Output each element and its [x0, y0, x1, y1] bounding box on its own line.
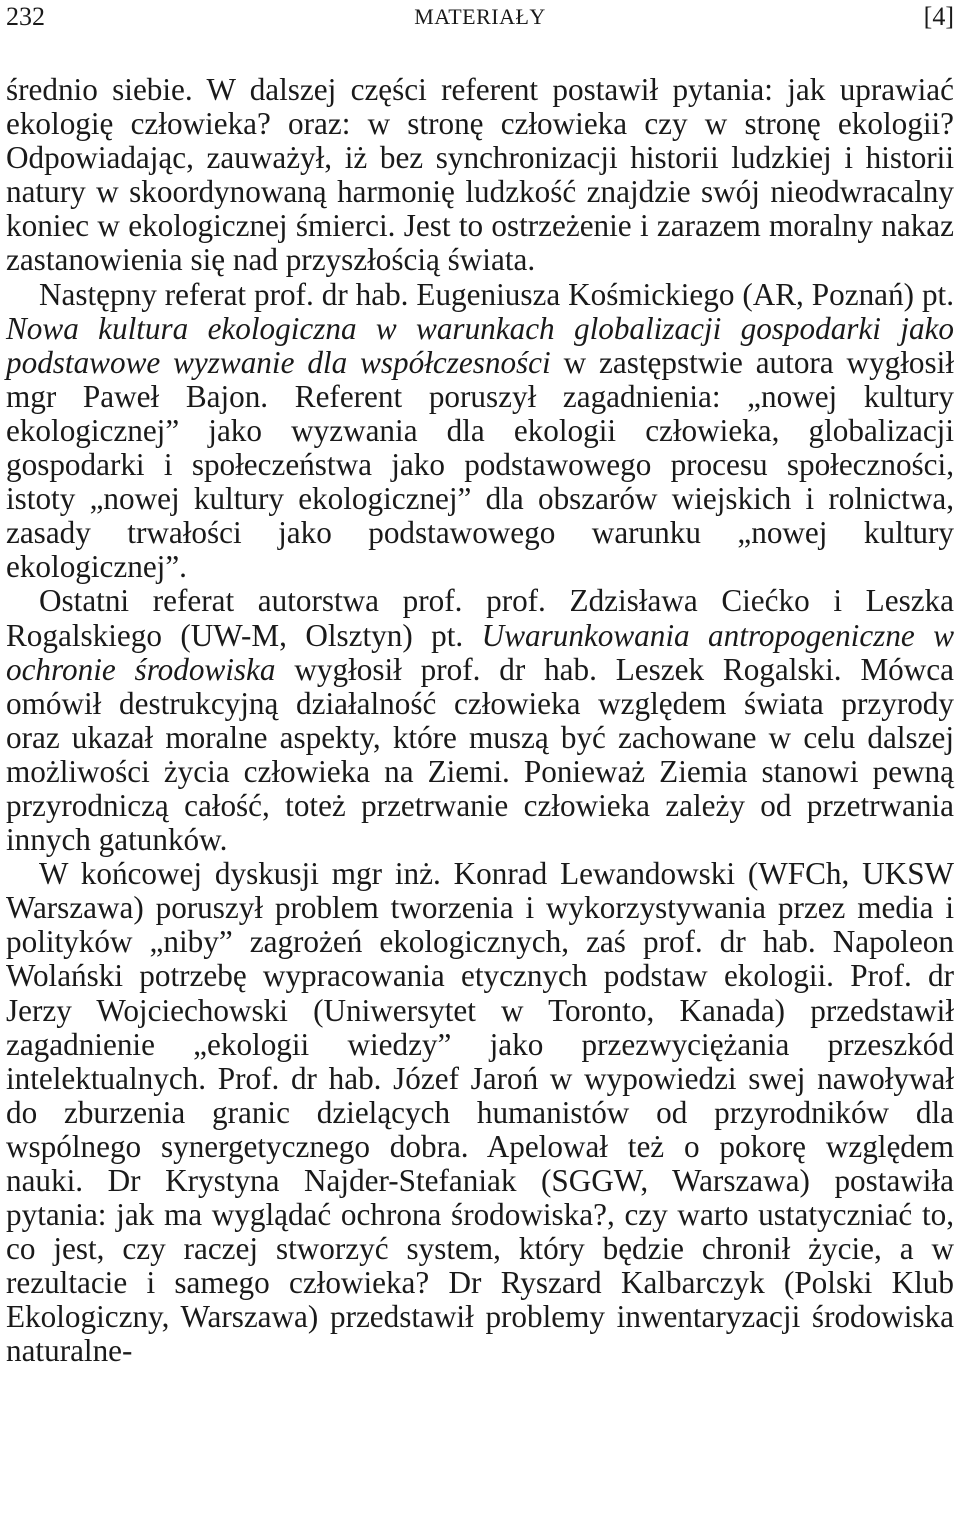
- paragraph: [6, 278, 954, 585]
- section-title: MATERIAŁY: [414, 4, 546, 29]
- issue-number: [4]: [923, 2, 954, 31]
- italic-title-text: Uwarunkowania antropogeniczne w ochronie środowiska: [6, 617, 954, 687]
- running-header: [6, 0, 954, 40]
- paragraph-text: Ostatni referat autorstwa prof. prof. Zdzisława Ciećko i Leszka Rogalskiego (UW-M, Olsztyn) pt.: [6, 583, 954, 653]
- italic-title-text: Nowa kultura ekologiczna w warunkach globalizacji gospodarki jako podstawowe wyzwanie dla współczesności: [6, 310, 954, 380]
- paragraph-text: w zastępstwie autora wygłosił mgr Paweł Bajon. Referent poruszył zagadnienia: „nowej kultury ekologicznej” jako wyzwania dla ekologii człowieka, globalizacji gospodarki i społeczeństwa jako podstawowego procesu społeczności, istoty „nowej kultury ekologicznej” dla obszarów wiejskich i rolnictwa, zasady trwałości jako podstawowego warunku „nowej kultury ekologicznej”.: [6, 344, 954, 585]
- paragraph: [6, 857, 954, 1368]
- document-page: [6, 0, 954, 1515]
- paragraph-text: Następny referat prof. dr hab. Eugeniusza Kośmickiego (AR, Poznań) pt.: [39, 276, 954, 312]
- paragraph-text: średnio siebie. W dalszej części referent postawił pytania: jak uprawiać ekologię człowieka? oraz: w stronę człowieka czy w stronę ekologii? Odpowiadając, zauważył, iż bez synchronizacji historii ludzkiej i historii natury w skoordynowaną harmonię ludzkość znajdzie swój nieodwracalny koniec w ekologicznej śmierci. Jest to ostrzeżenie i zarazem moralny nakaz zastanowienia się nad przyszłością świata.: [6, 72, 954, 278]
- paragraph: [6, 584, 954, 857]
- article-body: [6, 73, 954, 1369]
- page-number: 232: [6, 2, 45, 31]
- paragraph: [6, 73, 954, 278]
- paragraph-text: W końcowej dyskusji mgr inż. Konrad Lewandowski (WFCh, UKSW Warszawa) poruszył problem tworzenia i wykorzystywania przez media i polityków „niby” zagrożeń ekologicznych, zaś prof. dr hab. Napoleon Wolański potrzebę wypracowania etycznych podstaw ekologii. Prof. dr Jerzy Wojciechowski (Uniwersytet w Toronto, Kanada) przedstawił zagadnienie „ekologii wiedzy” jako przezwyciężania przeszkód intelektualnych. Prof. dr hab. Józef Jaroń w wypowiedzi swej nawoływał do zburzenia granic dzielących humanistów od przyrodników dla wspólnego synergetycznego dobra. Apelował też o pokorę względem nauki. Dr Krystyna Najder-Stefaniak (SGGW, Warszawa) postawiła pytania: jak ma wyglądać ochrona środowiska?, czy warto ustatyczniać to, co jest, czy raczej stworzyć system, który będzie chronił życie, a w rezultacie i samego człowieka? Dr Ryszard Kalbarczyk (Polski Klub Ekologiczny, Warszawa) przedstawił problemy inwentaryzacji środowiska naturalne-: [6, 856, 954, 1369]
- paragraph-text: wygłosił prof. dr hab. Leszek Rogalski. Mówca omówił destrukcyjną działalność człowieka względem świata przyrody oraz ukazał moralne aspekty, które muszą być zachowane w celu dalszej możliwości życia człowieka na Ziemi. Ponieważ Ziemia stanowi pewną przyrodniczą całość, toteż przetrwanie człowieka zależy od przetrwania innych gatunków.: [6, 651, 954, 858]
